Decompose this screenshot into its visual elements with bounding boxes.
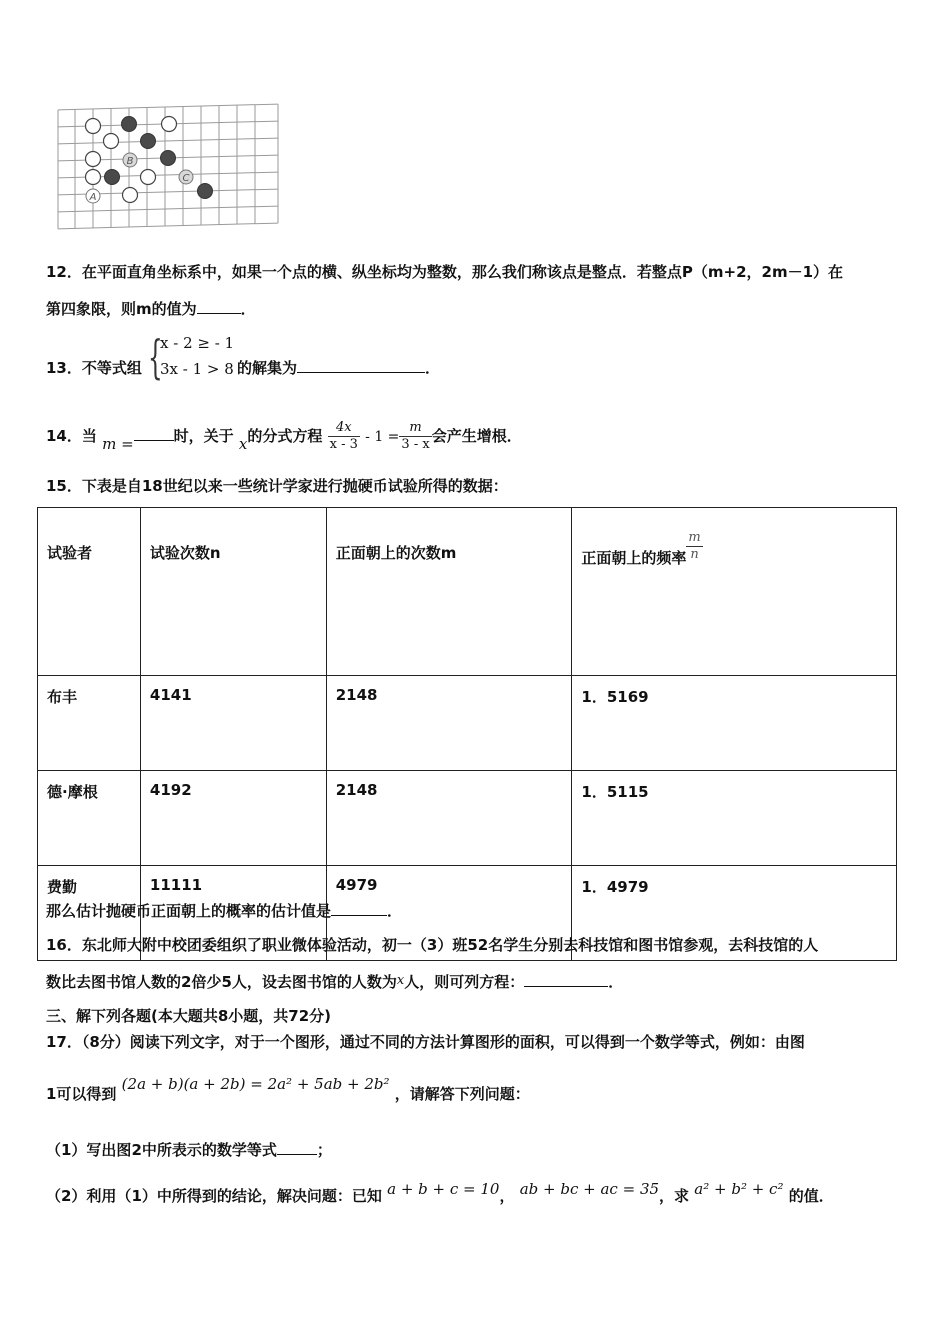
cell-frequency: 1．5169: [572, 676, 897, 771]
q13-prefix: 13．不等式组: [46, 359, 142, 377]
q14-var-x: x: [238, 435, 248, 453]
q15-conclusion-line: [46, 901, 402, 921]
coin-toss-table: [37, 507, 897, 961]
q13-row2: 3x - 1 > 8: [160, 360, 234, 378]
q14-frac2-num: m: [399, 420, 431, 437]
go-board-figure: [52, 100, 284, 235]
q17-formula: (2a + b)(a + 2b) = 2a² + 5ab + 2b²: [121, 1075, 390, 1093]
cell-trials: 11111: [140, 866, 326, 961]
table-row: [38, 676, 897, 771]
cell-name: 费勤: [38, 866, 141, 961]
freq-frac-num: m: [688, 530, 701, 545]
q13-suffix-line: [237, 358, 440, 378]
q12-line1: 12．在平面直角坐标系中，如果一个点的横、纵坐标均为整数，那么我们称该点是整点．若整点P（m+2，2m－1）在: [46, 263, 844, 281]
q13-answer-blank[interactable]: [297, 358, 425, 373]
cell-trials: 4192: [140, 771, 326, 866]
q15-answer-blank[interactable]: [331, 901, 387, 916]
q17-sub2: [46, 1180, 834, 1206]
q17-sub2-text-c: 的值．: [788, 1187, 834, 1205]
q12-answer-blank[interactable]: [197, 299, 241, 314]
q17-cond1: a + b + c = 10: [387, 1180, 500, 1198]
q15-intro: 15．下表是自18世纪以来一些统计学家进行抛硬币试验所得的数据：: [46, 477, 508, 495]
q17-sub1-text: （1）写出图2中所表示的数学等式: [46, 1141, 277, 1159]
q12-end: ．: [240, 300, 256, 318]
q17-line2: [46, 1075, 530, 1104]
section3-heading: 三、解下列各题(本大题共8小题，共72分): [46, 1007, 332, 1025]
q12-text: 第四象限，则m的值为: [46, 300, 197, 318]
q14-mid2: 的分式方程: [247, 427, 323, 445]
q16-line1: 16．东北师大附中校团委组织了职业微体验活动，初一（3）班52名学生分别去科技馆和图书馆参观，去科技馆的人: [46, 936, 819, 954]
header-heads: 正面朝上的次数m: [326, 508, 572, 676]
q14-m-eq: m =: [102, 435, 134, 453]
q14-frac1-num: 4x: [328, 420, 360, 437]
q14-mid: 时，关于: [173, 427, 234, 445]
q17-sub2-text-b: ，求: [659, 1187, 690, 1205]
q13-end: ．: [425, 359, 441, 377]
q16-answer-blank[interactable]: [524, 972, 608, 987]
q14-prefix: 14．当: [46, 427, 97, 445]
q14-answer-blank[interactable]: [134, 426, 174, 441]
cell-heads: 2148: [326, 771, 572, 866]
q15-conclusion: 那么估计抛硬币正面朝上的概率的估计值是: [46, 902, 332, 920]
q13-suffix: 的解集为: [237, 359, 298, 377]
cell-heads: 4979: [326, 866, 572, 961]
q17-cond2: ab + bc + ac = 35: [519, 1180, 660, 1198]
table-header-row: [38, 508, 897, 676]
table-row: [38, 771, 897, 866]
q17-sub2-text-a: （2）利用（1）中所得到的结论，解决问题：已知: [46, 1187, 382, 1205]
q16-line2: [46, 972, 623, 994]
q17-text-b: ，请解答下列问题：: [394, 1085, 530, 1103]
stone-label-c: C: [182, 173, 190, 184]
cell-frequency: 1．4979: [572, 866, 897, 961]
cell-heads: 2148: [326, 676, 572, 771]
q16-text-b: 人，则可列方程：: [404, 973, 525, 991]
q14-frac2: [399, 420, 431, 453]
stone-label-b: B: [126, 156, 134, 167]
q17-text-a: 1可以得到: [46, 1085, 117, 1103]
header-frequency-text: 正面朝上的频率: [581, 549, 687, 567]
q14-line: [46, 418, 522, 455]
q14-frac1: [328, 420, 360, 453]
q16-end: ．: [608, 973, 624, 991]
q14-frac2-den: 3 - x: [401, 437, 430, 452]
header-frequency-frac: [686, 530, 702, 563]
q16-text-a: 数比去图书馆人数的2倍少5人，设去图书馆的人数为: [46, 973, 397, 991]
cell-name: 德·摩根: [38, 771, 141, 866]
cell-frequency: 1．5115: [572, 771, 897, 866]
q17-line1: 17．（8分）阅读下列文字，对于一个图形，通过不同的方法计算图形的面积，可以得到一个数学等式，例如：由图: [46, 1033, 805, 1051]
q17-comma: ，: [499, 1187, 515, 1205]
cell-trials: 4141: [140, 676, 326, 771]
q17-target: a² + b² + c²: [694, 1180, 784, 1198]
q17-sub1-end: ；: [316, 1141, 332, 1159]
q12-line2: [46, 299, 256, 319]
q14-frac1-den: x - 3: [329, 437, 358, 452]
stone-label-a: A: [89, 192, 97, 203]
labeled-stones: [86, 153, 193, 203]
cell-name: 布丰: [38, 676, 141, 771]
q14-minus-one: - 1 =: [365, 429, 400, 445]
header-trials: 试验次数n: [140, 508, 326, 676]
freq-frac-den: n: [690, 547, 699, 562]
q17-sub1-blank[interactable]: [277, 1140, 317, 1155]
q13-brace: {: [148, 330, 163, 384]
q15-end: ．: [387, 902, 403, 920]
q13-row1: x - 2 ≥ - 1: [160, 334, 235, 352]
q16-var-x: x: [396, 973, 405, 988]
q17-sub1: [46, 1140, 332, 1160]
q14-suffix: 会产生增根．: [431, 427, 522, 445]
header-frequency: [572, 508, 897, 676]
header-experimenter: 试验者: [38, 508, 141, 676]
